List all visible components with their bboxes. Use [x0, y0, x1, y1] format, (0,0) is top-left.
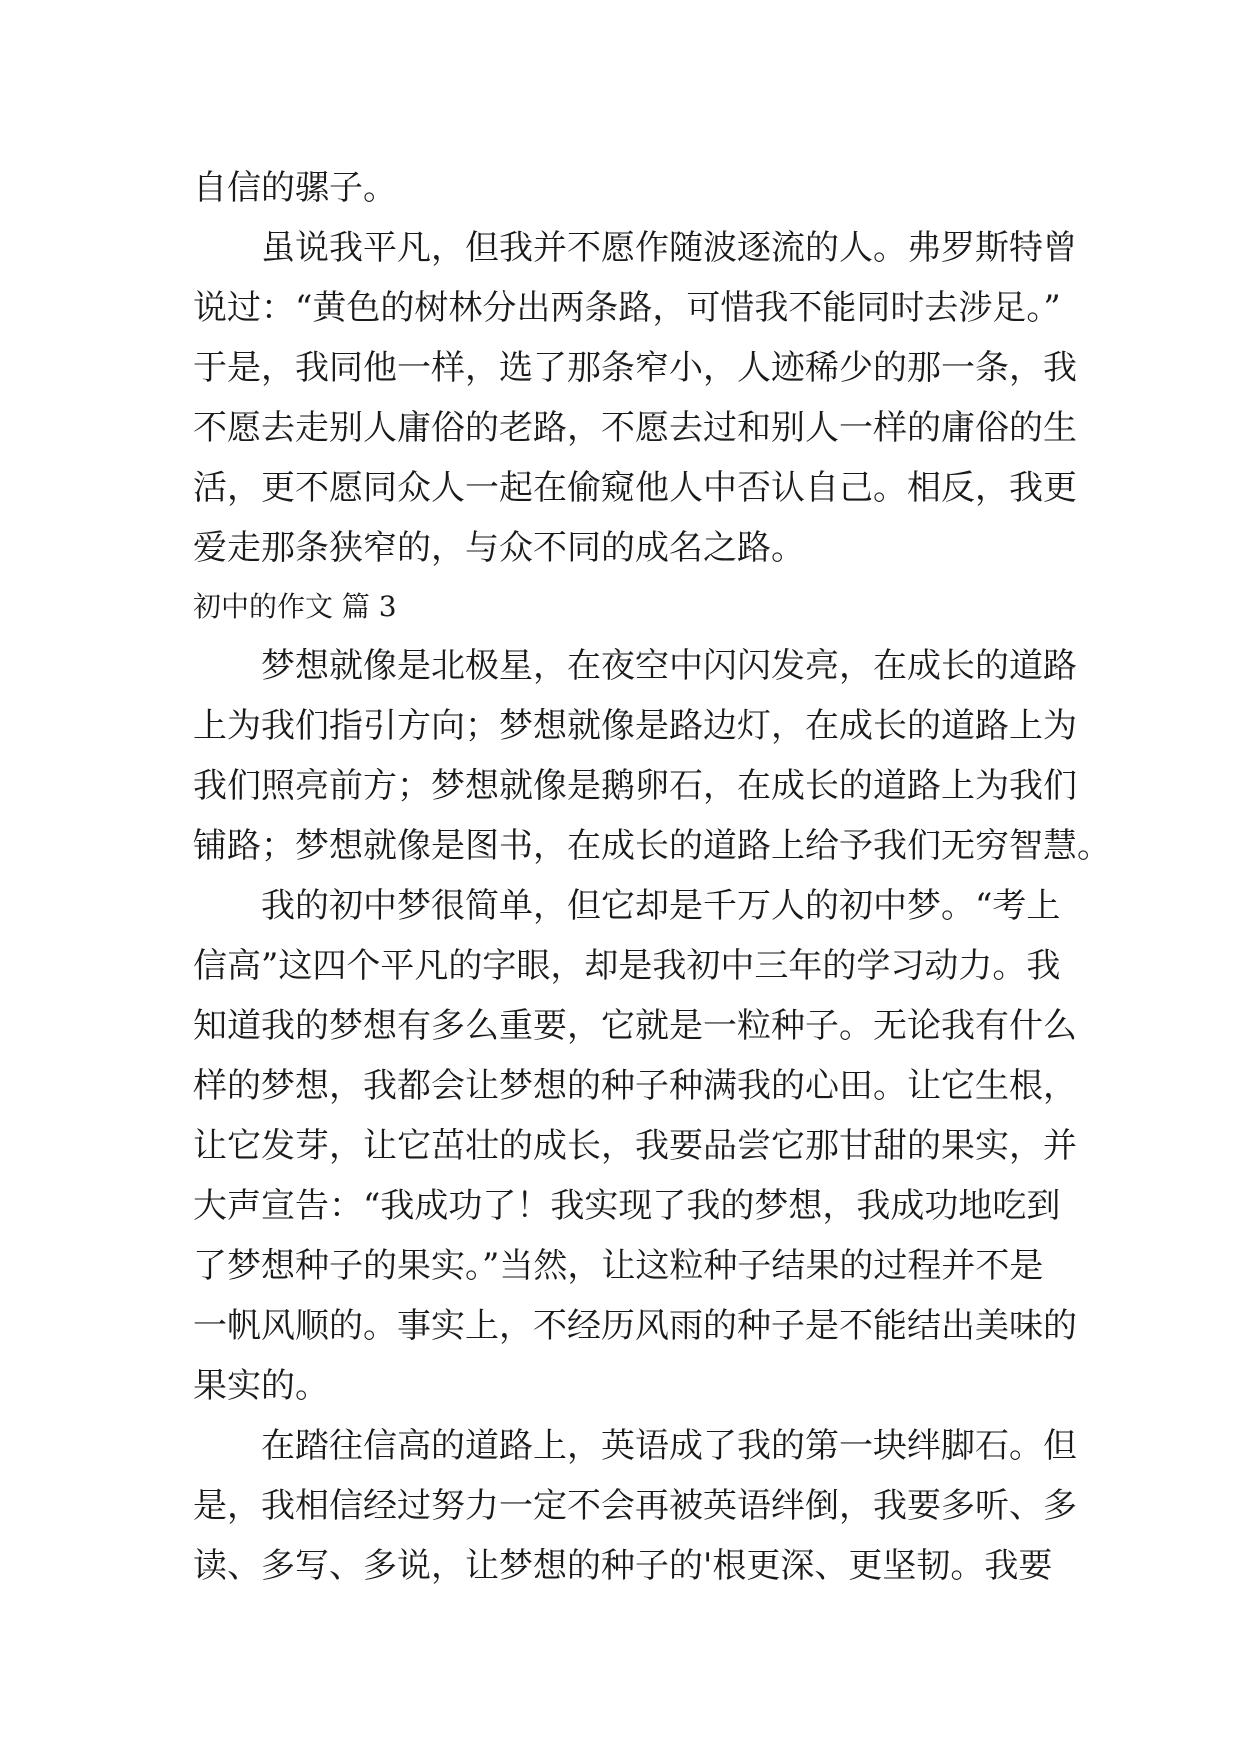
text-line: 了梦想种子的果实。”当然，让这粒种子结果的过程并不是: [193, 1246, 1044, 1286]
text-line: 自信的骡子。: [193, 168, 397, 208]
paragraph-first-line: 虽说我平凡，但我并不愿作随波逐流的人。弗罗斯特曾: [261, 228, 1077, 268]
text-line: 大声宣告：“我成功了！我实现了我的梦想，我成功地吃到: [193, 1186, 1061, 1226]
text-line: 读、多写、多说，让梦想的种子的'根更深、更坚韧。我要: [193, 1546, 1053, 1586]
paragraph-first-line: 梦想就像是北极星，在夜空中闪闪发亮，在成长的道路: [261, 646, 1077, 686]
paragraph-first-line: 在踏往信高的道路上，英语成了我的第一块绊脚石。但: [261, 1426, 1077, 1466]
document-body: [193, 158, 1111, 1596]
text-line: 说过：“黄色的树林分出两条路，可惜我不能同时去涉足。”: [193, 288, 1061, 328]
text-line: 信高”这四个平凡的字眼，却是我初中三年的学习动力。我: [193, 946, 1061, 986]
text-line: 果实的。: [193, 1366, 329, 1406]
text-line: 爱走那条狭窄的，与众不同的成名之路。: [193, 528, 805, 568]
paragraph-first-line: 我的初中梦很简单，但它却是千万人的初中梦。“考上: [261, 886, 1061, 926]
text-line: 上为我们指引方向；梦想就像是路边灯，在成长的道路上为: [193, 706, 1077, 746]
text-line: 于是，我同他一样，选了那条窄小，人迹稀少的那一条，我: [193, 348, 1077, 388]
text-line: 活，更不愿同众人一起在偷窥他人中否认自己。相反，我更: [193, 468, 1077, 508]
text-line: 知道我的梦想有多么重要，它就是一粒种子。无论我有什么: [193, 1006, 1077, 1046]
text-line: 一帆风顺的。事实上，不经历风雨的种子是不能结出美味的: [193, 1306, 1077, 1346]
text-line: 不愿去走别人庸俗的老路，不愿去过和别人一样的庸俗的生: [193, 408, 1077, 448]
section-heading: 初中的作文 篇 3: [193, 590, 397, 623]
text-line: 让它发芽，让它茁壮的成长，我要品尝它那甘甜的果实，并: [193, 1126, 1077, 1166]
text-line: 样的梦想，我都会让梦想的种子种满我的心田。让它生根，: [193, 1066, 1077, 1106]
text-line: 是，我相信经过努力一定不会再被英语绊倒，我要多听、多: [193, 1486, 1077, 1526]
text-line: 铺路；梦想就像是图书，在成长的道路上给予我们无穷智慧。: [193, 826, 1111, 866]
text-line: 我们照亮前方；梦想就像是鹅卵石，在成长的道路上为我们: [193, 766, 1077, 806]
